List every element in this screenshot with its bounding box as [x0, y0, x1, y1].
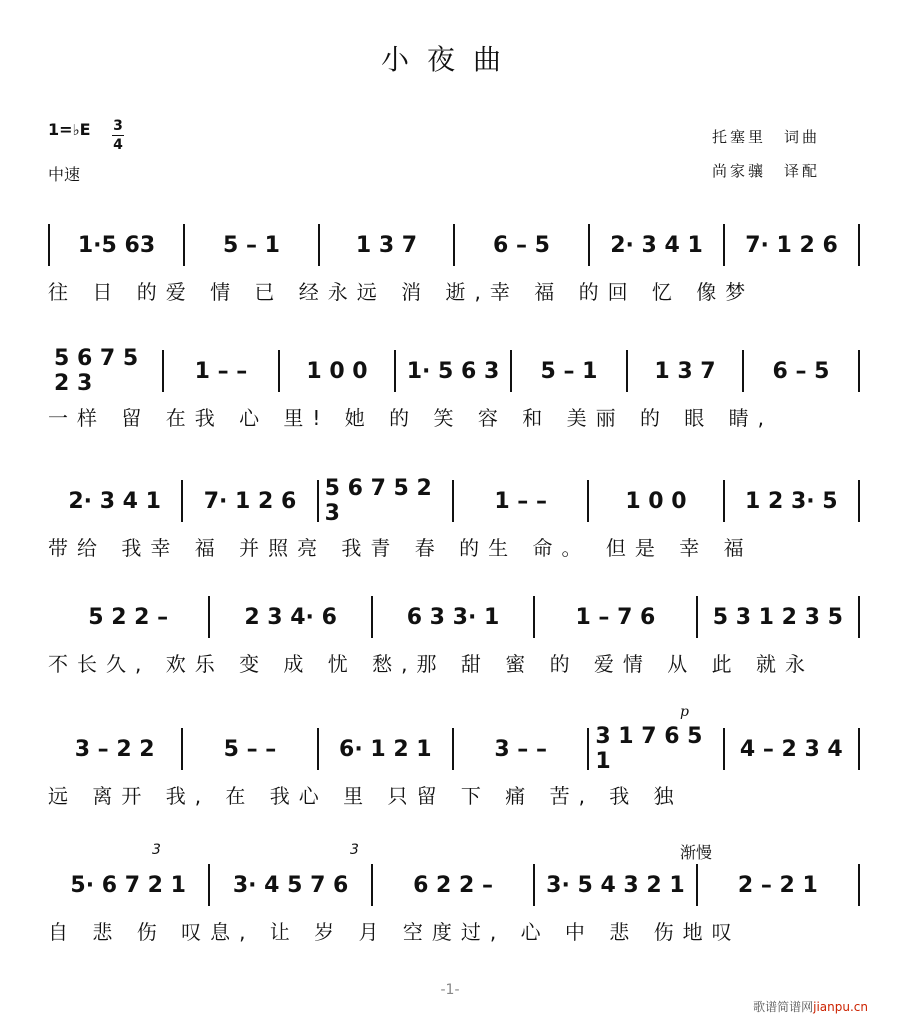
measure: 6 3 3· 1: [406, 604, 500, 630]
credit-role: 词曲: [784, 128, 821, 146]
key-tonic: 1: [48, 120, 60, 139]
flat-sign-icon: ♭: [72, 121, 80, 139]
measure: 3 – –: [494, 736, 547, 762]
key-signature: [48, 120, 91, 139]
credit-translator: [712, 160, 820, 181]
key-letter: E: [79, 120, 91, 139]
measure: 5 6 7 5 2 3: [54, 346, 139, 396]
measure: 5· 6 7 2 1: [70, 872, 186, 898]
measure: 5 2 2 –: [88, 604, 169, 630]
measure: 5 – 1: [540, 358, 598, 384]
lyrics-line: 自 悲 伤 叹息, 让 岁 月 空度过, 心 中 悲 伤地叹: [48, 920, 741, 944]
measure: 1 – –: [494, 488, 547, 514]
barline: [858, 480, 860, 522]
measure: 3· 5 4 3 2 1: [546, 872, 685, 898]
measure: 1 3 7: [654, 358, 716, 384]
lyrics-line: 远 离开 我, 在 我心 里 只留 下 痛 苦, 我 独: [48, 784, 683, 808]
tempo-marking: 中速: [48, 165, 81, 184]
measure: 5 – –: [223, 736, 277, 762]
measure: 1 3 7: [355, 232, 418, 258]
measure: 2 – 2 1: [737, 872, 818, 898]
triplet-mark: 3: [152, 842, 161, 858]
lyrics-line: 不长久, 欢乐 变 成 忧 愁,那 甜 蜜 的 爱情 从 此 就永: [48, 652, 815, 676]
notes-row: [48, 722, 860, 776]
watermark-site: 歌谱简谱网: [753, 1000, 814, 1014]
notes-row: [48, 218, 860, 272]
ritardando-mark: 渐慢: [680, 843, 713, 862]
song-title: 小夜曲: [380, 43, 519, 76]
notes-row: [48, 474, 860, 528]
measure: 7· 1 2 6: [203, 488, 297, 514]
measure: 1 2 3· 5: [745, 488, 838, 514]
measure: 3· 4 5 7 6: [232, 872, 349, 898]
measure: 6· 1 2 1: [339, 736, 432, 762]
watermark-url: jianpu.cn: [813, 1000, 868, 1014]
measure: 4 – 2 3 4: [739, 736, 843, 762]
notes-row: [48, 344, 860, 398]
lyrics-line: 带给 我幸 福 并照亮 我青 春 的生 命。 但是 幸 福: [48, 536, 753, 560]
triplet-mark: 3: [350, 842, 359, 858]
measure: 1 0 0: [625, 488, 687, 514]
lyrics-line: 一样 留 在我 心 里! 她 的 笑 容 和 美丽 的 眼 睛,: [48, 406, 774, 430]
measure: 7· 1 2 6: [745, 232, 838, 258]
measure: 6 – 5: [493, 232, 550, 258]
lyrics-line: 往 日 的爱 情 已 经永远 消 逝,幸 福 的回 忆 像梦: [48, 280, 755, 304]
dynamic-piano-mark: p: [680, 704, 689, 720]
credit-name: 尚家骧: [712, 162, 767, 180]
measure: 1 – 7 6: [575, 604, 656, 630]
barline: [858, 728, 860, 770]
meter-top: 3: [113, 118, 123, 134]
credit-composer: [712, 126, 820, 147]
measure: 1·5 63: [77, 232, 156, 258]
time-signature: [112, 118, 124, 153]
measure: 1 0 0: [306, 358, 368, 384]
measure: 5 6 7 5 2 3: [324, 476, 432, 526]
meter-divider: [112, 135, 124, 136]
measure: 2· 3 4 1: [68, 488, 161, 514]
measure: 1· 5 6 3: [406, 358, 500, 384]
measure: 6 2 2 –: [413, 872, 493, 898]
measure: 6 – 5: [772, 358, 830, 384]
key-equals: =: [59, 120, 73, 139]
measure: 5 – 1: [223, 232, 280, 258]
barline: [858, 864, 860, 906]
measure: 3 1 7 6 5 1: [595, 724, 703, 774]
barline: [858, 350, 860, 392]
measure: 1 – –: [194, 358, 248, 384]
measure: 3 – 2 2: [74, 736, 155, 762]
notes-row: [48, 590, 860, 644]
credit-role: 译配: [784, 162, 821, 180]
notes-row: [48, 858, 860, 912]
barline: [858, 224, 860, 266]
site-watermark: [753, 998, 868, 1015]
measure: 2· 3 4 1: [610, 232, 703, 258]
meter-bottom: 4: [113, 137, 123, 153]
page-number: -1-: [440, 982, 460, 998]
measure: 5 3 1 2 3 5: [712, 604, 843, 630]
credit-name: 托塞里: [712, 128, 767, 146]
measure: 2 3 4· 6: [244, 604, 337, 630]
barline: [858, 596, 860, 638]
